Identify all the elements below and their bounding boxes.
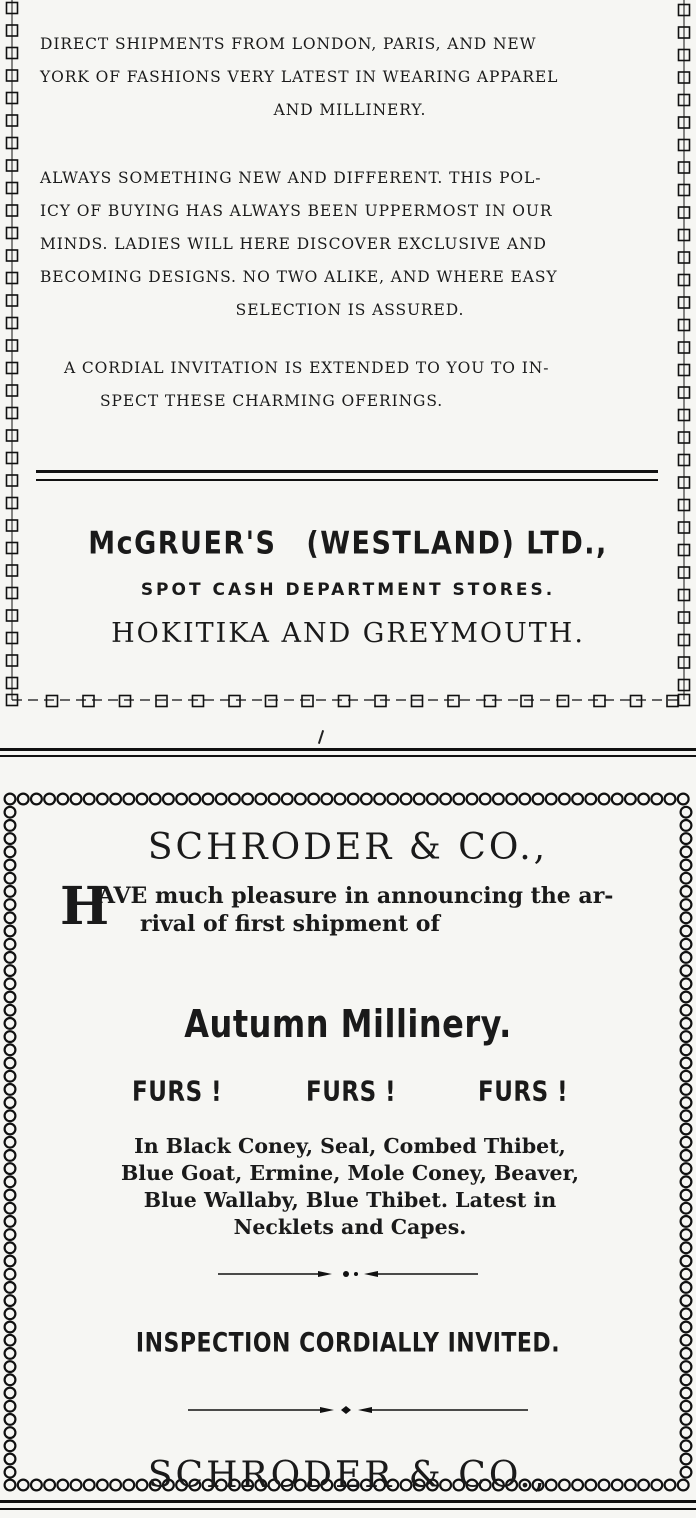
furs-label: FURS ! <box>132 1076 223 1108</box>
furs-row <box>0 1076 696 1119</box>
inspection-invite: INSPECTION CORDIALLY INVITED. <box>135 1328 561 1359</box>
text-line: ICY OF BUYING HAS ALWAYS BEEN UPPERMOST IN OUR <box>40 202 553 220</box>
text-line: AND MILLINERY. <box>273 101 427 119</box>
policy-paragraph <box>40 162 660 327</box>
furs-label: FURS ! <box>478 1076 569 1108</box>
column-separator <box>0 748 696 757</box>
store-name-part: McGRUER'S <box>88 525 277 562</box>
announcement-line: AVE much pleasure in announcing the ar- <box>98 883 614 909</box>
store-subtitle: SPOT CASH DEPARTMENT STORES. <box>140 580 556 600</box>
text-line: In Black Coney, Seal, Combed Thibet, <box>134 1134 566 1158</box>
text-line: YORK OF FASHIONS VERY LATEST IN WEARING APPAREL <box>40 68 559 86</box>
drop-cap: H <box>60 876 110 937</box>
text-line: Necklets and Capes. <box>233 1215 467 1239</box>
shipments-paragraph <box>40 28 660 127</box>
ornamental-divider <box>0 1403 696 1417</box>
text-line: ALWAYS SOMETHING NEW AND DIFFERENT. THIS POL- <box>40 169 542 187</box>
stray-mark <box>318 730 324 744</box>
text-line: SELECTION IS ASSURED. <box>235 301 465 319</box>
furs-label: FURS ! <box>306 1076 397 1108</box>
text-line: A CORDIAL INVITATION IS EXTENDED TO YOU TO IN- <box>64 359 550 377</box>
text-line: Blue Wallaby, Blue Thibet. Latest in <box>143 1188 557 1212</box>
schroder-title-bottom: SCHRODER & CO., <box>147 1455 549 1496</box>
mcgruer-advertisement <box>0 0 696 715</box>
schroder-advertisement <box>0 783 696 1498</box>
text-line: SPECT THESE CHARMING OFERINGS. <box>100 392 444 410</box>
text-line: DIRECT SHIPMENTS FROM LONDON, PARIS, AND NEW <box>40 35 537 53</box>
store-name-part: (WESTLAND) LTD., <box>306 525 608 562</box>
store-towns: HOKITIKA AND GREYMOUTH. <box>111 618 585 649</box>
invitation-paragraph <box>40 352 660 418</box>
store-name <box>0 526 696 562</box>
ornamental-divider <box>0 1267 696 1281</box>
text-line: Blue Goat, Ermine, Mole Coney, Beaver, <box>120 1161 580 1185</box>
schroder-title-top: SCHRODER & CO., <box>147 827 549 868</box>
headline: Autumn Millinery. <box>184 1001 512 1047</box>
announcement-line: rival of first shipment of <box>140 911 440 937</box>
text-line: BECOMING DESIGNS. NO TWO ALIKE, AND WHERE EASY <box>40 268 558 286</box>
furs-description <box>70 1133 630 1241</box>
text-line: MINDS. LADIES WILL HERE DISCOVER EXCLUSIVE AND <box>40 235 547 253</box>
column-separator <box>0 1500 696 1510</box>
double-rule <box>36 470 658 481</box>
